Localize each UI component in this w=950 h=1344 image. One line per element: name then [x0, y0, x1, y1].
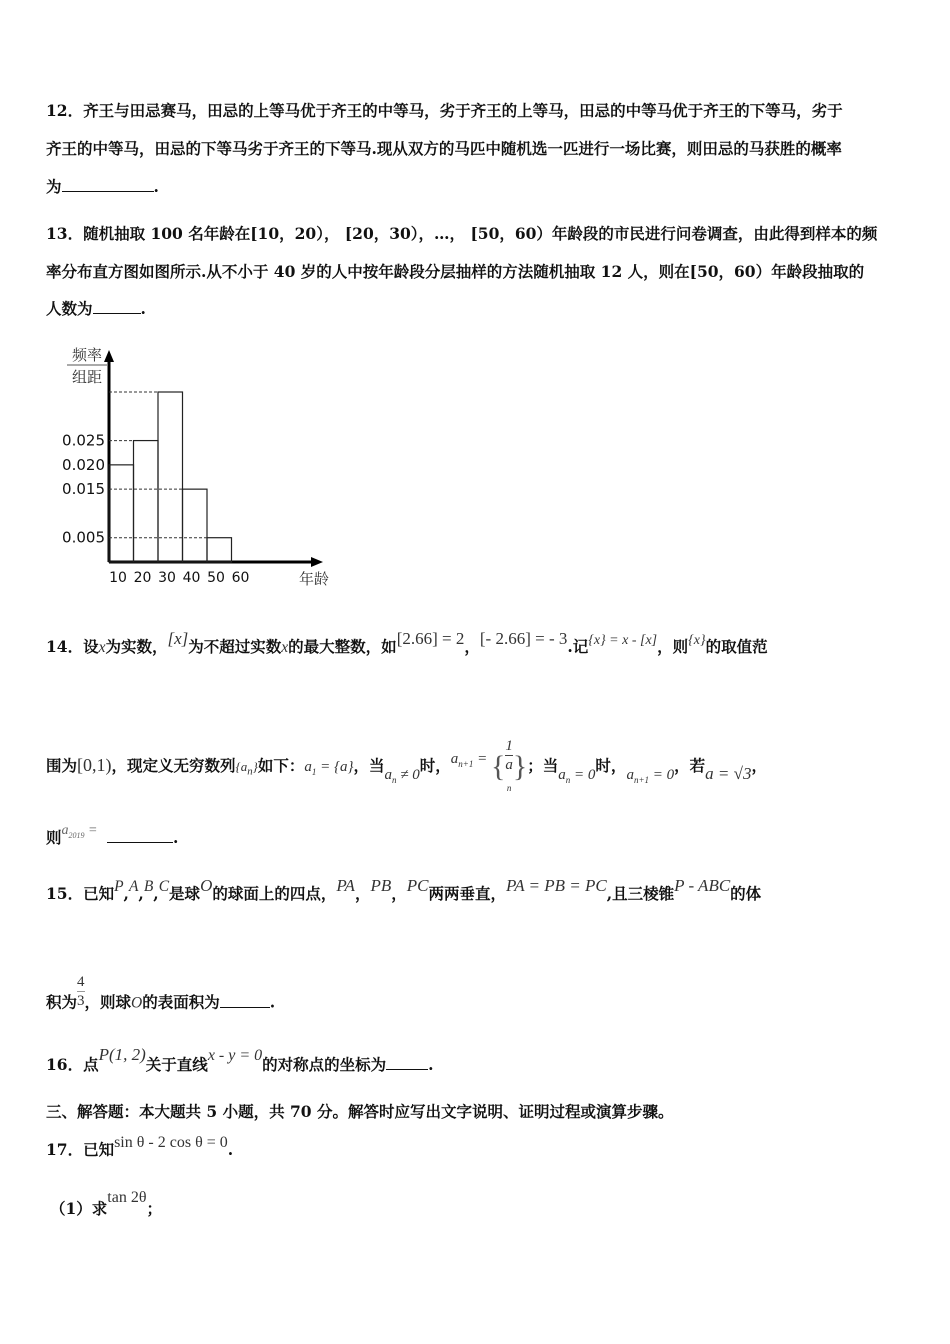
q13-line-3 [46, 299, 906, 319]
q14-text-1: 14．设 [46, 637, 99, 656]
q16-text-2: 关于直线 [145, 1055, 208, 1074]
q12-end: . [153, 177, 159, 196]
q14-text-b9: ， [751, 756, 767, 775]
q15-end: . [269, 992, 276, 1012]
histogram-bar [134, 441, 159, 562]
q14-a2019: a [61, 823, 69, 838]
q14-fractional-x: {x} [688, 633, 706, 648]
q16-text-3: 的对称点的坐标为 [262, 1055, 387, 1074]
q14-seq-sub: n [247, 765, 253, 778]
q14-text-4: 的最大整数，如 [288, 637, 397, 656]
q14-a2019-sub: 2019 [68, 830, 85, 840]
frequency-histogram [40, 340, 350, 595]
q14-an-2: a [558, 767, 566, 783]
q14-text-b2: ，现定义无穷数列 [111, 756, 236, 775]
q14-text-b7: 时， [595, 756, 627, 775]
q14-text-b8: ，若 [674, 756, 706, 775]
y-axis-label-bottom: 组距 [71, 368, 103, 386]
q15-point-B: B [143, 878, 154, 895]
q15-PB: PB [370, 876, 392, 895]
q15-text-b3: 的表面积为 [142, 992, 220, 1012]
q14-line-1 [46, 629, 906, 659]
x-tick-label: 60 [231, 570, 250, 586]
q14-text-7: 的取值范 [705, 637, 768, 656]
q14-an1-eq0: = 0 [649, 767, 675, 783]
q15-PC: PC [406, 876, 429, 895]
q14-example-1: [2.66] = 2 [396, 629, 465, 648]
q15-text-b1: 积为 [46, 992, 78, 1012]
q14-text-3: 为不超过实数 [188, 637, 282, 656]
q14-text-b6: ；当 [527, 756, 559, 775]
q15-sphere-O-2: O [131, 994, 143, 1012]
q15-text-6: 的体 [730, 884, 762, 903]
q15-text-4: 两两垂直， [428, 884, 506, 903]
histogram-bars [109, 392, 232, 562]
q15-text-1: 15．已知 [46, 884, 115, 903]
q15-text-5: ,且三棱锥 [606, 884, 675, 903]
q15-sphere-O: O [200, 876, 213, 895]
q14-frac-den: a [505, 757, 513, 773]
q13-line-1: 13．随机抽取 100 名年龄在[10，20）， [20，30），…， [50，60）年龄段的市民进行问卷调查，由此得到样本的频 [46, 224, 878, 243]
q15-answer-blank [220, 993, 270, 1008]
q14-text-b4: ，当 [353, 756, 385, 775]
q14-a2019-eq: = [84, 823, 101, 838]
q14-a1-sub: 1 [311, 767, 317, 777]
q14-seq: {a [235, 759, 248, 774]
q15-line-2 [46, 974, 906, 1022]
q14-text-b3: 如下： [257, 756, 305, 775]
q14-var-x-2: x [281, 639, 289, 656]
q15-pyramid: P - ABC [674, 876, 731, 895]
q14-an1-2: a [626, 767, 634, 783]
q17-end: . [227, 1140, 234, 1159]
q14-frac-den-sub: n [506, 783, 512, 793]
q14-text-c1: 则 [46, 828, 62, 847]
x-tick-label: 20 [133, 570, 152, 586]
q14-an-sub: n [392, 775, 397, 785]
q15-PA: PA [336, 876, 355, 895]
q17-part1-end: ； [146, 1199, 163, 1218]
y-axis-arrow [104, 350, 114, 362]
q14-an1-eq: = [473, 751, 491, 767]
y-axis-label-top: 频率 [71, 346, 103, 364]
histogram-bar [109, 465, 134, 562]
histogram-bar [183, 489, 208, 562]
q13-end: . [140, 299, 146, 318]
q15-text-2: 是球 [169, 884, 201, 903]
q14-an: a [384, 767, 393, 783]
q12-text: 为 [46, 177, 62, 196]
q12-line-2: 齐王的中等马，田忌的下等马劣于齐王的下等马.现从双方的马匹中随机选一匹进行一场比赛，则田忌的马获胜的概率 [46, 139, 842, 158]
q14-var-x: x [98, 639, 106, 656]
q13-answer-blank [93, 299, 141, 314]
q14-text-2: 为实数， [105, 637, 168, 656]
q15-text-b2: ，则球 [84, 992, 132, 1012]
y-tick-label: 0.005 [62, 528, 105, 547]
q16-answer-blank [386, 1055, 428, 1070]
q16-line [46, 1045, 906, 1076]
q14-line-3 [46, 823, 906, 855]
q14-a1: a [304, 759, 312, 775]
histogram-bar [158, 392, 183, 562]
q17-text-1: 17．已知 [46, 1140, 115, 1159]
q12-answer-blank [62, 177, 154, 192]
q17-line [46, 1134, 906, 1161]
q13-text: 人数为 [46, 299, 93, 318]
q14-line-2: 围为[0,1)，现定义无穷数列$\{a_n\}$如下：$a_1 = \{a\}$，当$a_n \ne 0$时，$a_{n+1}$ = { 1 a $_n$ }；当$a_n = 0$时，$a_{n+1} = 0$，若a = √3， [46, 738, 767, 793]
q14-text-6: ，则 [657, 637, 689, 656]
y-tick-label: 0.020 [62, 455, 105, 474]
q14-text-b1: 围为 [46, 756, 78, 775]
q14-example-2: [- 2.66] = - 3 [479, 629, 568, 648]
q14-answer-blank [107, 828, 173, 843]
q15-point-P: P [114, 878, 124, 895]
q15-text-3: 的球面上的四点， [212, 884, 337, 903]
x-tick-label: 50 [207, 570, 225, 586]
q17-tan: tan 2θ [107, 1189, 147, 1206]
q14-an-2-sub: n [565, 775, 571, 785]
q14-an1-2-sub: n+1 [633, 775, 650, 785]
histogram-labels [62, 346, 329, 588]
section-header: 三、解答题：本大题共 5 小题，共 70 分。解答时应写出文字说明、证明过程或演算步骤。 [46, 1102, 674, 1121]
q17-equation: sin θ - 2 cos θ = 0 [114, 1134, 228, 1151]
q16-text-1: 16．点 [46, 1055, 99, 1074]
q14-interval: [0,1) [77, 755, 112, 775]
q14-text-b5: 时， [419, 756, 451, 775]
q15-line-1: 15．已知P,A,B,C是球O的球面上的四点，PA，PB，PC两两垂直，PA = PB = PC,且三棱锥P - ABC的体 [46, 876, 762, 903]
q14-floor-x: [x] [167, 629, 189, 648]
q14-an1-sub: n+1 [458, 759, 474, 769]
x-axis-arrow [311, 557, 323, 567]
q15-equality: PA = PB = PC [506, 876, 607, 895]
q14-an1: a [450, 751, 459, 767]
x-tick-label: 40 [182, 570, 201, 586]
q16-end: . [428, 1055, 434, 1074]
histogram-bar [207, 538, 232, 562]
q15-volume-num: 4 [77, 974, 85, 990]
y-tick-label: 0.025 [62, 431, 105, 450]
q16-point: P(1, 2) [98, 1045, 146, 1064]
q14-an-ne: ≠ 0 [396, 767, 420, 783]
y-tick-label: 0.015 [62, 480, 105, 499]
q14-an-eq0: = 0 [570, 767, 596, 783]
q15-volume-den: 3 [77, 993, 85, 1009]
q14-a-value: a = √3 [705, 764, 752, 783]
q15-point-A: A [128, 878, 139, 895]
q14-fractional-definition: {x} = x - [x] [588, 633, 658, 648]
q14-text-5: .记 [567, 637, 589, 656]
q15-point-C: C [158, 878, 170, 895]
x-axis-label: 年龄 [298, 570, 330, 588]
q12-line-1: 12．齐王与田忌赛马，田忌的上等马优于齐王的中等马，劣于齐王的上等马，田忌的中等马优于齐王的下等马，劣于 [46, 101, 843, 120]
q12-line-3 [46, 177, 906, 197]
x-tick-label: 10 [109, 570, 127, 586]
q17-part-1 [50, 1189, 910, 1220]
q14-frac-num: 1 [505, 738, 513, 754]
x-tick-label: 30 [158, 570, 176, 586]
q16-line-equation: x - y = 0 [207, 1047, 263, 1064]
q14-end: . [172, 828, 179, 847]
q14-a1-rhs: = {a} [316, 759, 354, 775]
q14-comma: ， [464, 637, 480, 656]
q14-seq-end: } [252, 759, 258, 774]
q17-part1-text: （1）求 [50, 1199, 108, 1218]
q13-line-2: 率分布直方图如图所示.从不小于 40 岁的人中按年龄段分层抽样的方法随机抽取 12 人，则在[50，60）年龄段抽取的 [46, 262, 865, 281]
histogram-axes [104, 350, 323, 567]
